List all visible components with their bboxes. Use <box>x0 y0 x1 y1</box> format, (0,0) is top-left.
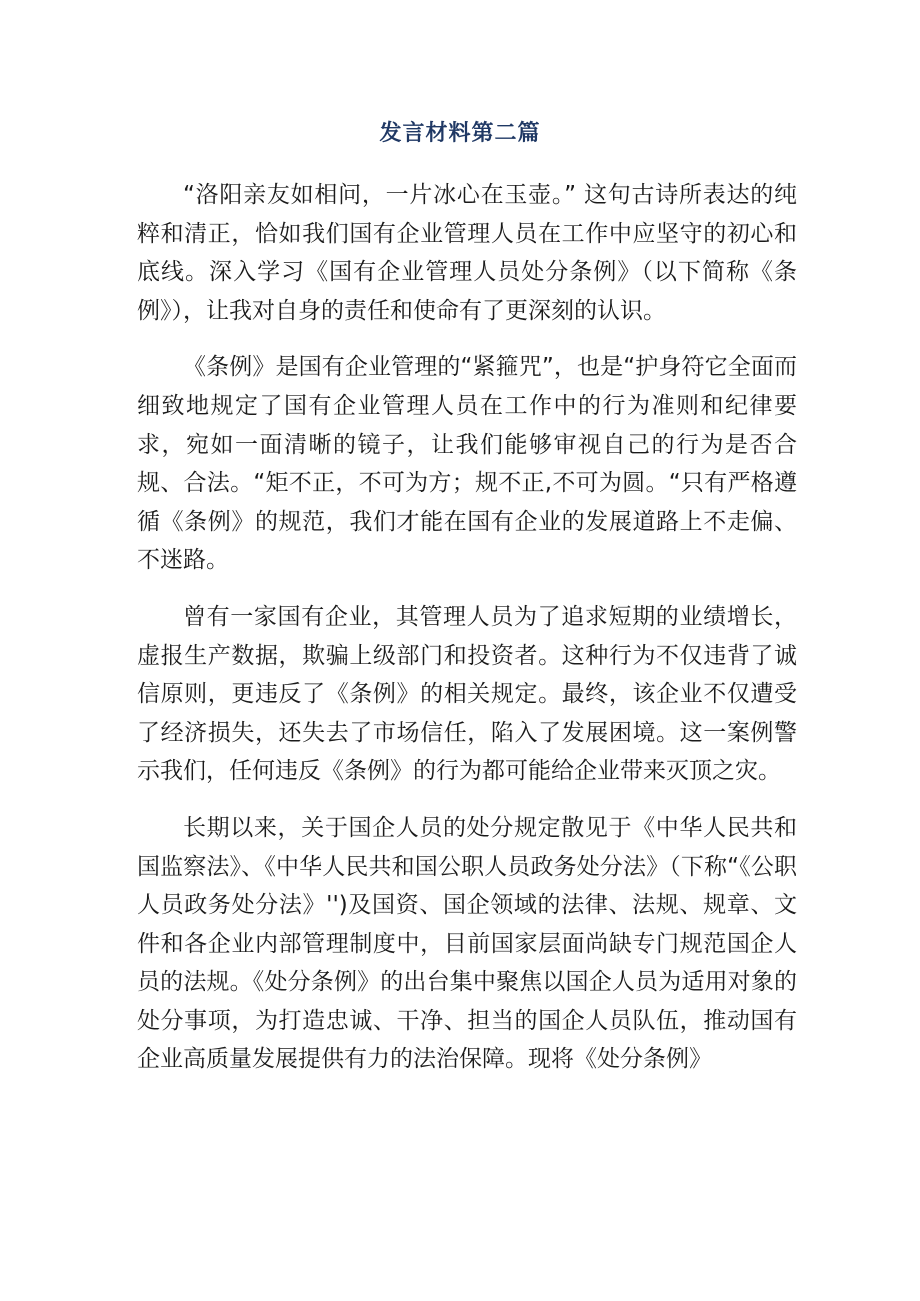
paragraph-2: 《条例》是国有企业管理的“紧箍咒”，也是“护身符它全面而细致地规定了国有企业管理人员在工作中的行为准则和纪律要求，宛如一面清晰的镜子，让我们能够审视自己的行为是否合规、合法。“矩不正，不可为方；规不正,不可为圆。“只有严格遵循《条例》的规范，我们才能在国有企业的发展道路上不走偏、不迷路。 <box>137 354 797 574</box>
paragraph-1: “洛阳亲友如相问，一片冰心在玉壶。” 这句古诗所表达的纯粹和清正，恰如我们国有企业管理人员在工作中应坚守的初心和底线。深入学习《国有企业管理人员处分条例》（以下简称《条例》），让我对自身的责任和使命有了更深刻的认识。 <box>137 182 797 324</box>
document-body <box>137 176 797 1097</box>
paragraph-3: 曾有一家国有企业，其管理人员为了追求短期的业绩增长，虚报生产数据，欺骗上级部门和投资者。这种行为不仅违背了诚信原则，更违反了《条例》的相关规定。最终，该企业不仅遭受了经济损失，还失去了市场信任，陷入了发展困境。这一案例警示我们，任何违反《条例》的行为都可能给企业带来灭顶之灾。 <box>137 603 797 785</box>
paragraph-4: 长期以来，关于国企人员的处分规定散见于《中华人民共和国监察法》、《中华人民共和国公职人员政务处分法》（下称“《公职人员政务处分法》'')及国资、国企领域的法律、法规、规章、文件和各企业内部管理制度中，目前国家层面尚缺专门规范国企人员的法规。《处分条例》的出台集中聚焦以国企人员为适用对象的处分事项，为打造忠诚、干净、担当的国企人员队伍，推动国有企业高质量发展提供有力的法治保障。现将《处分条例》 <box>137 814 797 1073</box>
document-title: 发言材料第二篇 <box>379 121 541 146</box>
